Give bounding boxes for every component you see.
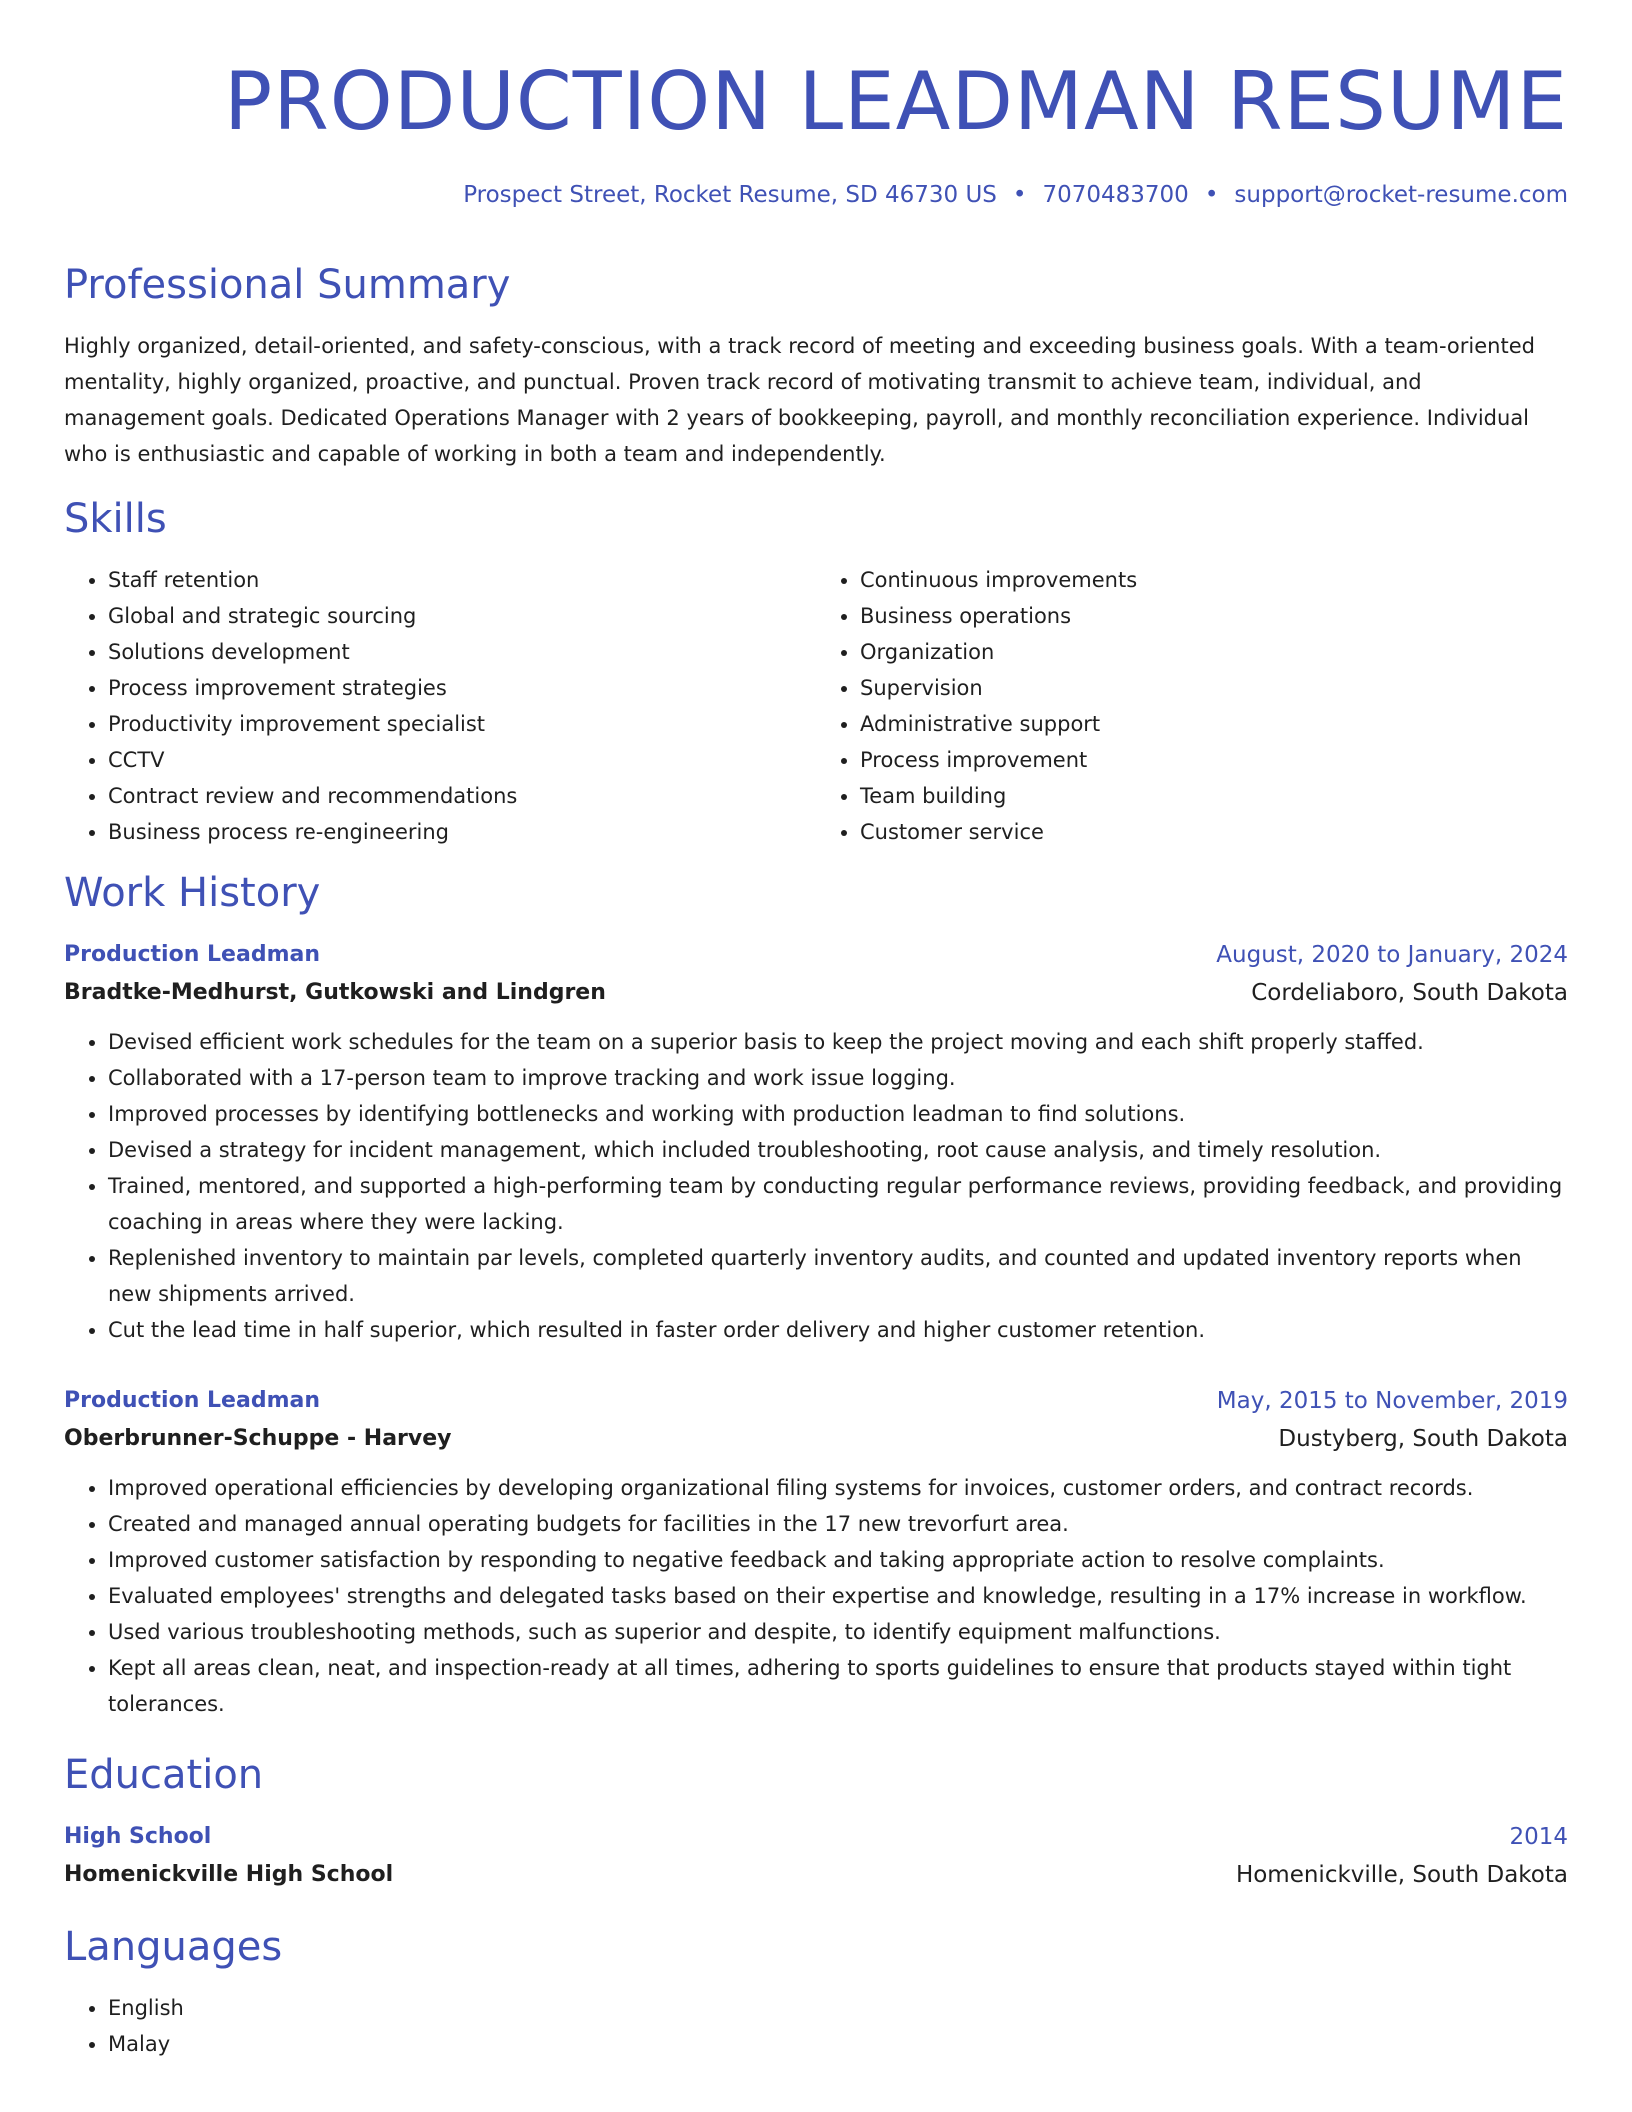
- job-company-row: [64, 1420, 1568, 1458]
- contact-address: Prospect Street, Rocket Resume, SD 46730 US: [463, 182, 997, 208]
- job-bullet: • Trained, mentored, and supported a high-performing team by conducting regular performance reviews, providing feedback, and providing coaching in areas where they were lacking.: [108, 1168, 1568, 1240]
- summary-text: Highly organized, detail-oriented, and safety-conscious, with a track record of meeting and exceeding business goals. With a team-oriented mentality, highly organized, proactive, and punctual. Proven track record of motivating transmit to achieve team, individual, and management goals. Dedicated Operations Manager with 2 years of bookkeeping, payroll, and monthly reconciliation experience. Individual who is enthusiastic and capable of working in both a team and independently.: [64, 334, 1535, 466]
- skill-item: • Business process re-engineering: [108, 814, 816, 850]
- skill-item: • Customer service: [860, 814, 1568, 850]
- skill-item: • Global and strategic sourcing: [108, 598, 816, 634]
- skill-item: • Business operations: [860, 598, 1568, 634]
- job-bullet: • Improved operational efficiencies by developing organizational filing systems for invoices, customer orders, and contract records.: [108, 1470, 1568, 1506]
- job-role: Production Leadman: [64, 942, 320, 967]
- skill-item: • Team building: [860, 778, 1568, 814]
- job-bullets: [64, 1024, 1568, 1348]
- job-header-row: [64, 1382, 1568, 1420]
- job-company-row: [64, 974, 1568, 1012]
- education-header-row: [64, 1818, 1568, 1856]
- language-item: • English: [108, 1990, 1568, 2026]
- resume-title: PRODUCTION LEADMAN RESUME: [223, 55, 1568, 148]
- job-location: Dustyberg, South Dakota: [1278, 1426, 1568, 1452]
- job-bullet: • Devised a strategy for incident management, which included troubleshooting, root cause analysis, and timely resolution.: [108, 1132, 1568, 1168]
- contact-phone: 7070483700: [1042, 182, 1189, 208]
- skill-item: • Solutions development: [108, 634, 816, 670]
- work-history-heading: Work History: [64, 870, 321, 916]
- skills-column-right: [816, 562, 1568, 850]
- job-company: Bradtke-Medhurst, Gutkowski and Lindgren: [64, 980, 606, 1005]
- job-company: Oberbrunner-Schuppe - Harvey: [64, 1426, 452, 1451]
- skill-item: • Productivity improvement specialist: [108, 706, 816, 742]
- resume-content: [64, 260, 1568, 2062]
- job-location: Cordeliaboro, South Dakota: [1251, 980, 1568, 1006]
- job-role: Production Leadman: [64, 1388, 320, 1413]
- education-school-row: [64, 1856, 1568, 1894]
- education-location: Homenickville, South Dakota: [1235, 1862, 1568, 1888]
- job-bullet: • Improved processes by identifying bottlenecks and working with production leadman to find solutions.: [108, 1096, 1568, 1132]
- education-entry: [64, 1818, 1568, 1894]
- contact-separator: •: [1012, 182, 1027, 208]
- job-bullet: • Devised efficient work schedules for the team on a superior basis to keep the project moving and each shift properly staffed.: [108, 1024, 1568, 1060]
- language-item: • Malay: [108, 2026, 1568, 2062]
- skill-item: • Process improvement strategies: [108, 670, 816, 706]
- job-dates: August, 2020 to January, 2024: [1216, 942, 1568, 968]
- summary-heading: Professional Summary: [64, 262, 511, 308]
- job-bullet: • Cut the lead time in half superior, which resulted in faster order delivery and higher customer retention.: [108, 1312, 1568, 1348]
- job-bullet: • Kept all areas clean, neat, and inspection-ready at all times, adhering to sports guidelines to ensure that products stayed within tight tolerances.: [108, 1650, 1568, 1722]
- education-heading: Education: [64, 1752, 264, 1798]
- skill-item: • Supervision: [860, 670, 1568, 706]
- job-bullet: • Used various troubleshooting methods, such as superior and despite, to identify equipment malfunctions.: [108, 1614, 1568, 1650]
- languages-list: [64, 1990, 1568, 2062]
- skill-item: • Staff retention: [108, 562, 816, 598]
- skill-item: • Contract review and recommendations: [108, 778, 816, 814]
- job-bullet: • Improved customer satisfaction by responding to negative feedback and taking appropriate action to resolve complaints.: [108, 1542, 1568, 1578]
- job-bullet: • Replenished inventory to maintain par levels, completed quarterly inventory audits, and counted and updated inventory reports when new shipments arrived.: [108, 1240, 1568, 1312]
- skills-list: [64, 562, 1568, 850]
- contact-email: support@rocket-resume.com: [1234, 182, 1568, 208]
- job-header-row: [64, 936, 1568, 974]
- education-year: 2014: [1509, 1824, 1568, 1850]
- skill-item: • Continuous improvements: [860, 562, 1568, 598]
- contact-separator: •: [1204, 182, 1219, 208]
- job-bullets: [64, 1470, 1568, 1722]
- skill-item: • CCTV: [108, 742, 816, 778]
- skills-heading: Skills: [64, 496, 167, 542]
- languages-heading: Languages: [64, 1924, 283, 1970]
- job-bullet: • Collaborated with a 17-person team to improve tracking and work issue logging.: [108, 1060, 1568, 1096]
- education-school: Homenickville High School: [64, 1862, 394, 1887]
- skills-column-left: [64, 562, 816, 850]
- job-entry: [64, 936, 1568, 1348]
- skill-item: • Process improvement: [860, 742, 1568, 778]
- job-dates: May, 2015 to November, 2019: [1216, 1388, 1568, 1414]
- job-entry: [64, 1382, 1568, 1722]
- job-bullet: • Evaluated employees' strengths and delegated tasks based on their expertise and knowledge, resulting in a 17% increase in workflow.: [108, 1578, 1568, 1614]
- job-bullet: • Created and managed annual operating budgets for facilities in the 17 new trevorfurt area.: [108, 1506, 1568, 1542]
- skill-item: • Administrative support: [860, 706, 1568, 742]
- skill-item: • Organization: [860, 634, 1568, 670]
- contact-line: [463, 180, 1568, 210]
- education-degree: High School: [64, 1824, 212, 1849]
